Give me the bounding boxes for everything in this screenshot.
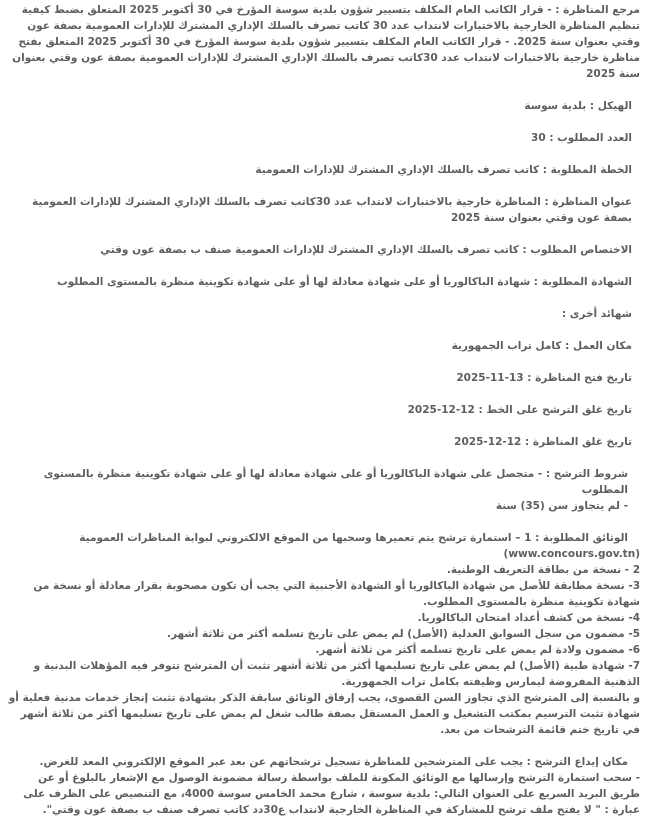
documents-line: 4- نسخة من كشف أعداد امتحان الباكالوريا. — [417, 612, 640, 624]
conditions-line: - لم يتجاوز سن (35) سنة — [495, 500, 628, 512]
reference: مرجع المناظرة : - قرار الكاتب العام المكلف بتسيير شؤون بلدية سوسة المؤرخ في 30 أكتوبر 2025 المتعلق بضبط كيفية تنظيم المناظرة الخارجية بالاختبارات لانتداب عدد 30 كاتب تصرف بالسلك الإداري المشترك للإدارات العمومية بصفة عون وقتي بعنوان سنة 2025. - قرار الكاتب العام المكلف بتسيير شؤون بلدية سوسة المؤرخ في 30 أكتوبر 2025 المتعلق بفتح مناظرة خارجية بالاختبارات لانتداب عدد 30كاتب تصرف بالسلك الإداري المشترك للإدارات العمومية بصفة عون وقتي بعنوان سنة 2025 — [12, 4, 640, 80]
workplace-field: مكان العمل : كامل تراب الجمهورية — [451, 340, 632, 352]
conditions-field — [8, 466, 640, 514]
documents-line: (www.concours.gov.tn) — [503, 548, 640, 560]
required-position-field: الخطة المطلوبة : كاتب تصرف بالسلك الإداري المشترك للإدارات العمومية — [255, 164, 632, 176]
documents-line: 7- شهادة طبية (الأصل) لم يمض على تاريخ تسليمها أكثر من ثلاثة أشهر تثبت أن المترشح تتوفر فيه المؤهلات البدنية و الذهنية المفروضة ليمارس وظيفته بكامل تراب الجمهورية. — [33, 660, 640, 688]
deposit-line: مكان إيداع الترشح : يجب على المترشحين للمناظرة تسجيل ترشحاتهم عن بعد عبر الموقع الإلكتروني المعد للغرض. — [39, 756, 628, 768]
documents-line: 6- مضمون ولادة لم يمض على تاريخ تسلمه أكثر من ثلاثة أشهر. — [315, 644, 640, 656]
open-date-field: تاريخ فتح المناظرة : 13-11-2025 — [456, 372, 632, 384]
documents-line: الوثائق المطلوبة : 1 – استمارة ترشح يتم تعميرها وسحبها من الموقع الالكتروني لبوابة المناظرات العمومية — [79, 532, 628, 544]
competition-close-date-field: تاريخ غلق المناظرة : 12-12-2025 — [454, 436, 632, 448]
conditions-line: شروط الترشح : - متحصل على شهادة الباكالوريا أو على شهادة معادلة لها أو على شهادة تكوينية منظرة بالمستوى المطلوب — [43, 468, 628, 496]
documents-line: 5- مضمون من سجل السوابق العدلية (الأصل) لم يمض على تاريخ تسلمه أكثر من ثلاثة أشهر. — [166, 628, 640, 640]
competition-title-field: عنوان المناظرة : المناظرة خارجية بالاختبارات لانتداب عدد 30كاتب تصرف بالسلك الإداري المشترك للإدارات العمومية بصفة عون وقتي بعنوان سنة 2025 — [32, 196, 632, 224]
required-degree-field: الشهادة المطلوبة : شهادة الباكالوريا أو على شهادة معادلة لها أو على شهادة تكوينية منظرة بالمستوى المطلوب — [57, 276, 632, 288]
specialty-field: الاختصاص المطلوب : كاتب تصرف بالسلك الإداري المشترك للإدارات العمومية صنف ب بصفة عون وقتي — [100, 244, 632, 256]
required-count-field: العدد المطلوب : 30 — [531, 132, 632, 144]
deposit-field — [8, 754, 640, 818]
documents-field — [8, 530, 640, 738]
documents-line: و بالنسبة إلى المترشح الذي تجاوز السن القصوى، يجب إرفاق الوثائق سابقة الذكر بشهادة تثبت إنجاز خدمات مدنية فعلية أو شهادة تثبت الترسيم بمكتب التشغيل و العمل المستقل بصفة طالب شغل لم يمض على تاريخ تسليمها أكثر من ثلاثة أشهر في تاريخ ختم قائمة الترشحات من بعد. — [8, 692, 640, 736]
documents-line: 2 - نسخة من بطاقة التعريف الوطنية. — [446, 564, 640, 576]
structure-field: الهيكل : بلدية سوسة — [524, 100, 632, 112]
deposit-line: - سحب استمارة الترشح وإرسالها مع الوثائق المكونة للملف بواسطة رسالة مضمونة الوصول مع الإشعار بالبلوغ أو عن طريق البريد السريع على العنوان التالي: بلدية سوسة ، شارع محمد الخامس سوسة 4000، مع التنصيص على الظرف على عبارة : " لا يفتح ملف ترشح للمشاركة في المناظرة الخارجية لانتداب ع30دد كاتب تصرف صنف ب بصفة عون وقتي". — [23, 772, 640, 816]
online-close-date-field: تاريخ غلق الترشح على الخط : 12-12-2025 — [407, 404, 632, 416]
other-degrees-field: شهائد أخرى : — [561, 308, 632, 320]
documents-line: 3- نسخة مطابقة للأصل من شهادة الباكالوريا أو الشهادة الأجنبية التي يجب أن تكون مصحوبة بقرار معادلة أو نسخة من شهادة تكوينية منظرة بالمستوى المطلوب. — [33, 580, 640, 608]
